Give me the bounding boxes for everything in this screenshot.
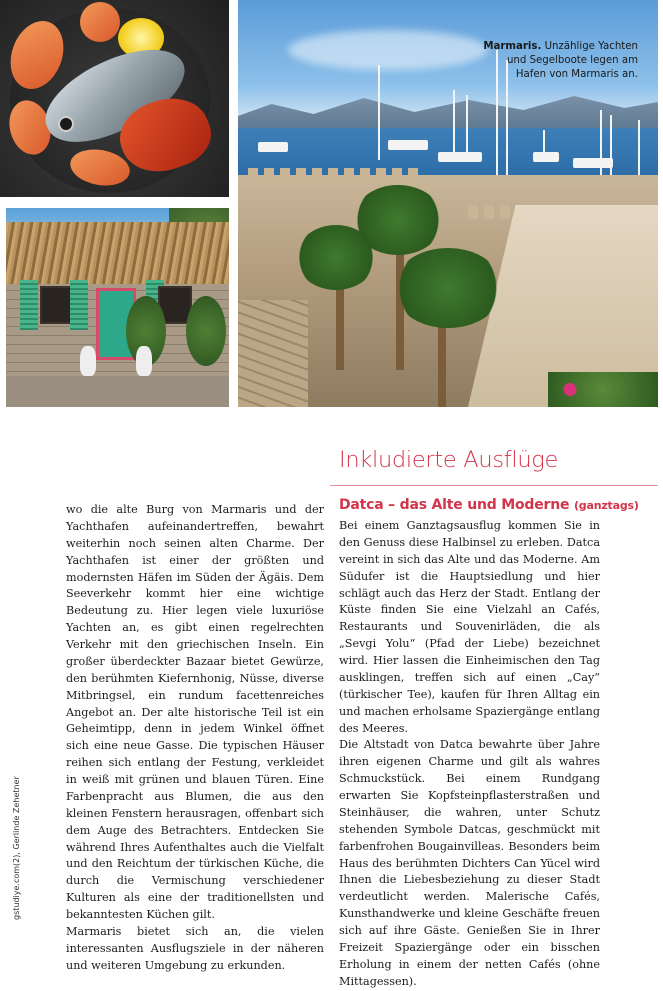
right-paragraph-1: Bei einem Ganztagsausflug kommen Sie in den Genuss diese Halbinsel zu erleben. Datca vereint in sich das Alte und das Moderne. Am Südufer ist die Hauptsiedlung und hier schlägt auch das Herz der Stadt. Entlang der Küste finden Sie eine Vielzahl an Cafés, Restaurants und Souvenirläden, die als „Sevgi Yolu“ (Pfad der Liebe) bezeichnet wird. Hier lassen die Einheimischen den Tag ausklingen, treffen sich auf einen „Cay“ (türkischer Tee), kaufen für Ihren Alltag ein und machen erholsame Spaziergänge entlang des Meeres. (339, 519, 600, 735)
photo-caption (478, 40, 638, 81)
stone-house-photo (6, 208, 229, 407)
photo-credit-text: gstudiye.com(2), Gerlinde Zehetner (12, 776, 21, 920)
right-text-column (339, 518, 600, 991)
caption-text: Unzählige Yachten und Segelboote legen am Hafen von Marmaris an. (506, 41, 638, 80)
right-paragraph-2: Die Altstadt von Datca bewahrte über Jahre ihren eigenen Charme und gilt als wahres Schmuckstück. Bei einem Rundgang erwarten Sie Kopfsteinpflasterstraßen und Steinhäuser, die wahren, unter Schutz stehenden Symbole Datcas, geschmückt mit farbenfrohen Bougainvilleas. Besonders beim Haus des berühmten Dichters Can Yücel wird Ihnen die Liebesbeziehung zu dieser Stadt verdeutlicht werden. Malerische Cafés, Kunsthandwerke und kleine Geschäfte freuen sich auf ihre Gäste. Genießen Sie in Ihrer Freizeit Spaziergänge oder ein bisschen Erholung in einem der netten Cafés (ohne Mittagessen). (339, 738, 600, 988)
section-title: Inkludierte Ausflüge (339, 447, 559, 473)
left-paragraph-1: wo die alte Burg von Marmaris und der Yachthafen aufeinandertreffen, bewahrt weiterhin noch seinen alten Charme. Der Yachthafen ist einer der größten und modernsten Häfen im Süden der Ägäis. Dem Seeverkehr kommt hier eine wichtige Bedeutung zu. Hier legen viele luxuriöse Yachten an, es gibt einen regelrechten Verkehr mit den griechischen Inseln. Ein großer überdeckter Bazaar bietet Gewürze, den berühmten Kiefernhonig, Nüsse, diverse Mitbringsel, ein rundum facettenreiches Angebot an. Der alte historische Teil ist ein Geheimtipp, denn in jedem Winkel öffnet sich eine neue Gasse. Die typischen Häuser reihen sich entlang der Festung, verkleidet in weiß mit grünen und blauen Türen. Eine Farbenpracht aus Blumen, die aus den kleinen Fenstern herausragen, offenbart sich dem Auge des Betrachters. Entdecken Sie während Ihres Aufenthaltes auch die Vielfalt und den Reichtum der türkischen Küche, die durch die Vermischung verschiedener Kulturen als eine der traditionellsten und bekanntesten Küchen gilt. (66, 503, 324, 921)
excursion-name: Datca – das Alte und Moderne (339, 497, 570, 513)
heading-divider (330, 485, 658, 486)
excursion-title (339, 497, 639, 513)
seafood-platter-photo (0, 0, 229, 197)
left-text-column (66, 502, 324, 975)
excursion-duration: (ganztags) (573, 499, 639, 512)
left-paragraph-2: Marmaris bietet sich an, die vielen interessanten Ausflugsziele in der näheren und weiteren Umgebung zu erkunden. (66, 924, 324, 972)
caption-place: Marmaris. (483, 41, 542, 52)
photo-credit (4, 760, 21, 920)
marmaris-harbour-photo (238, 0, 658, 407)
